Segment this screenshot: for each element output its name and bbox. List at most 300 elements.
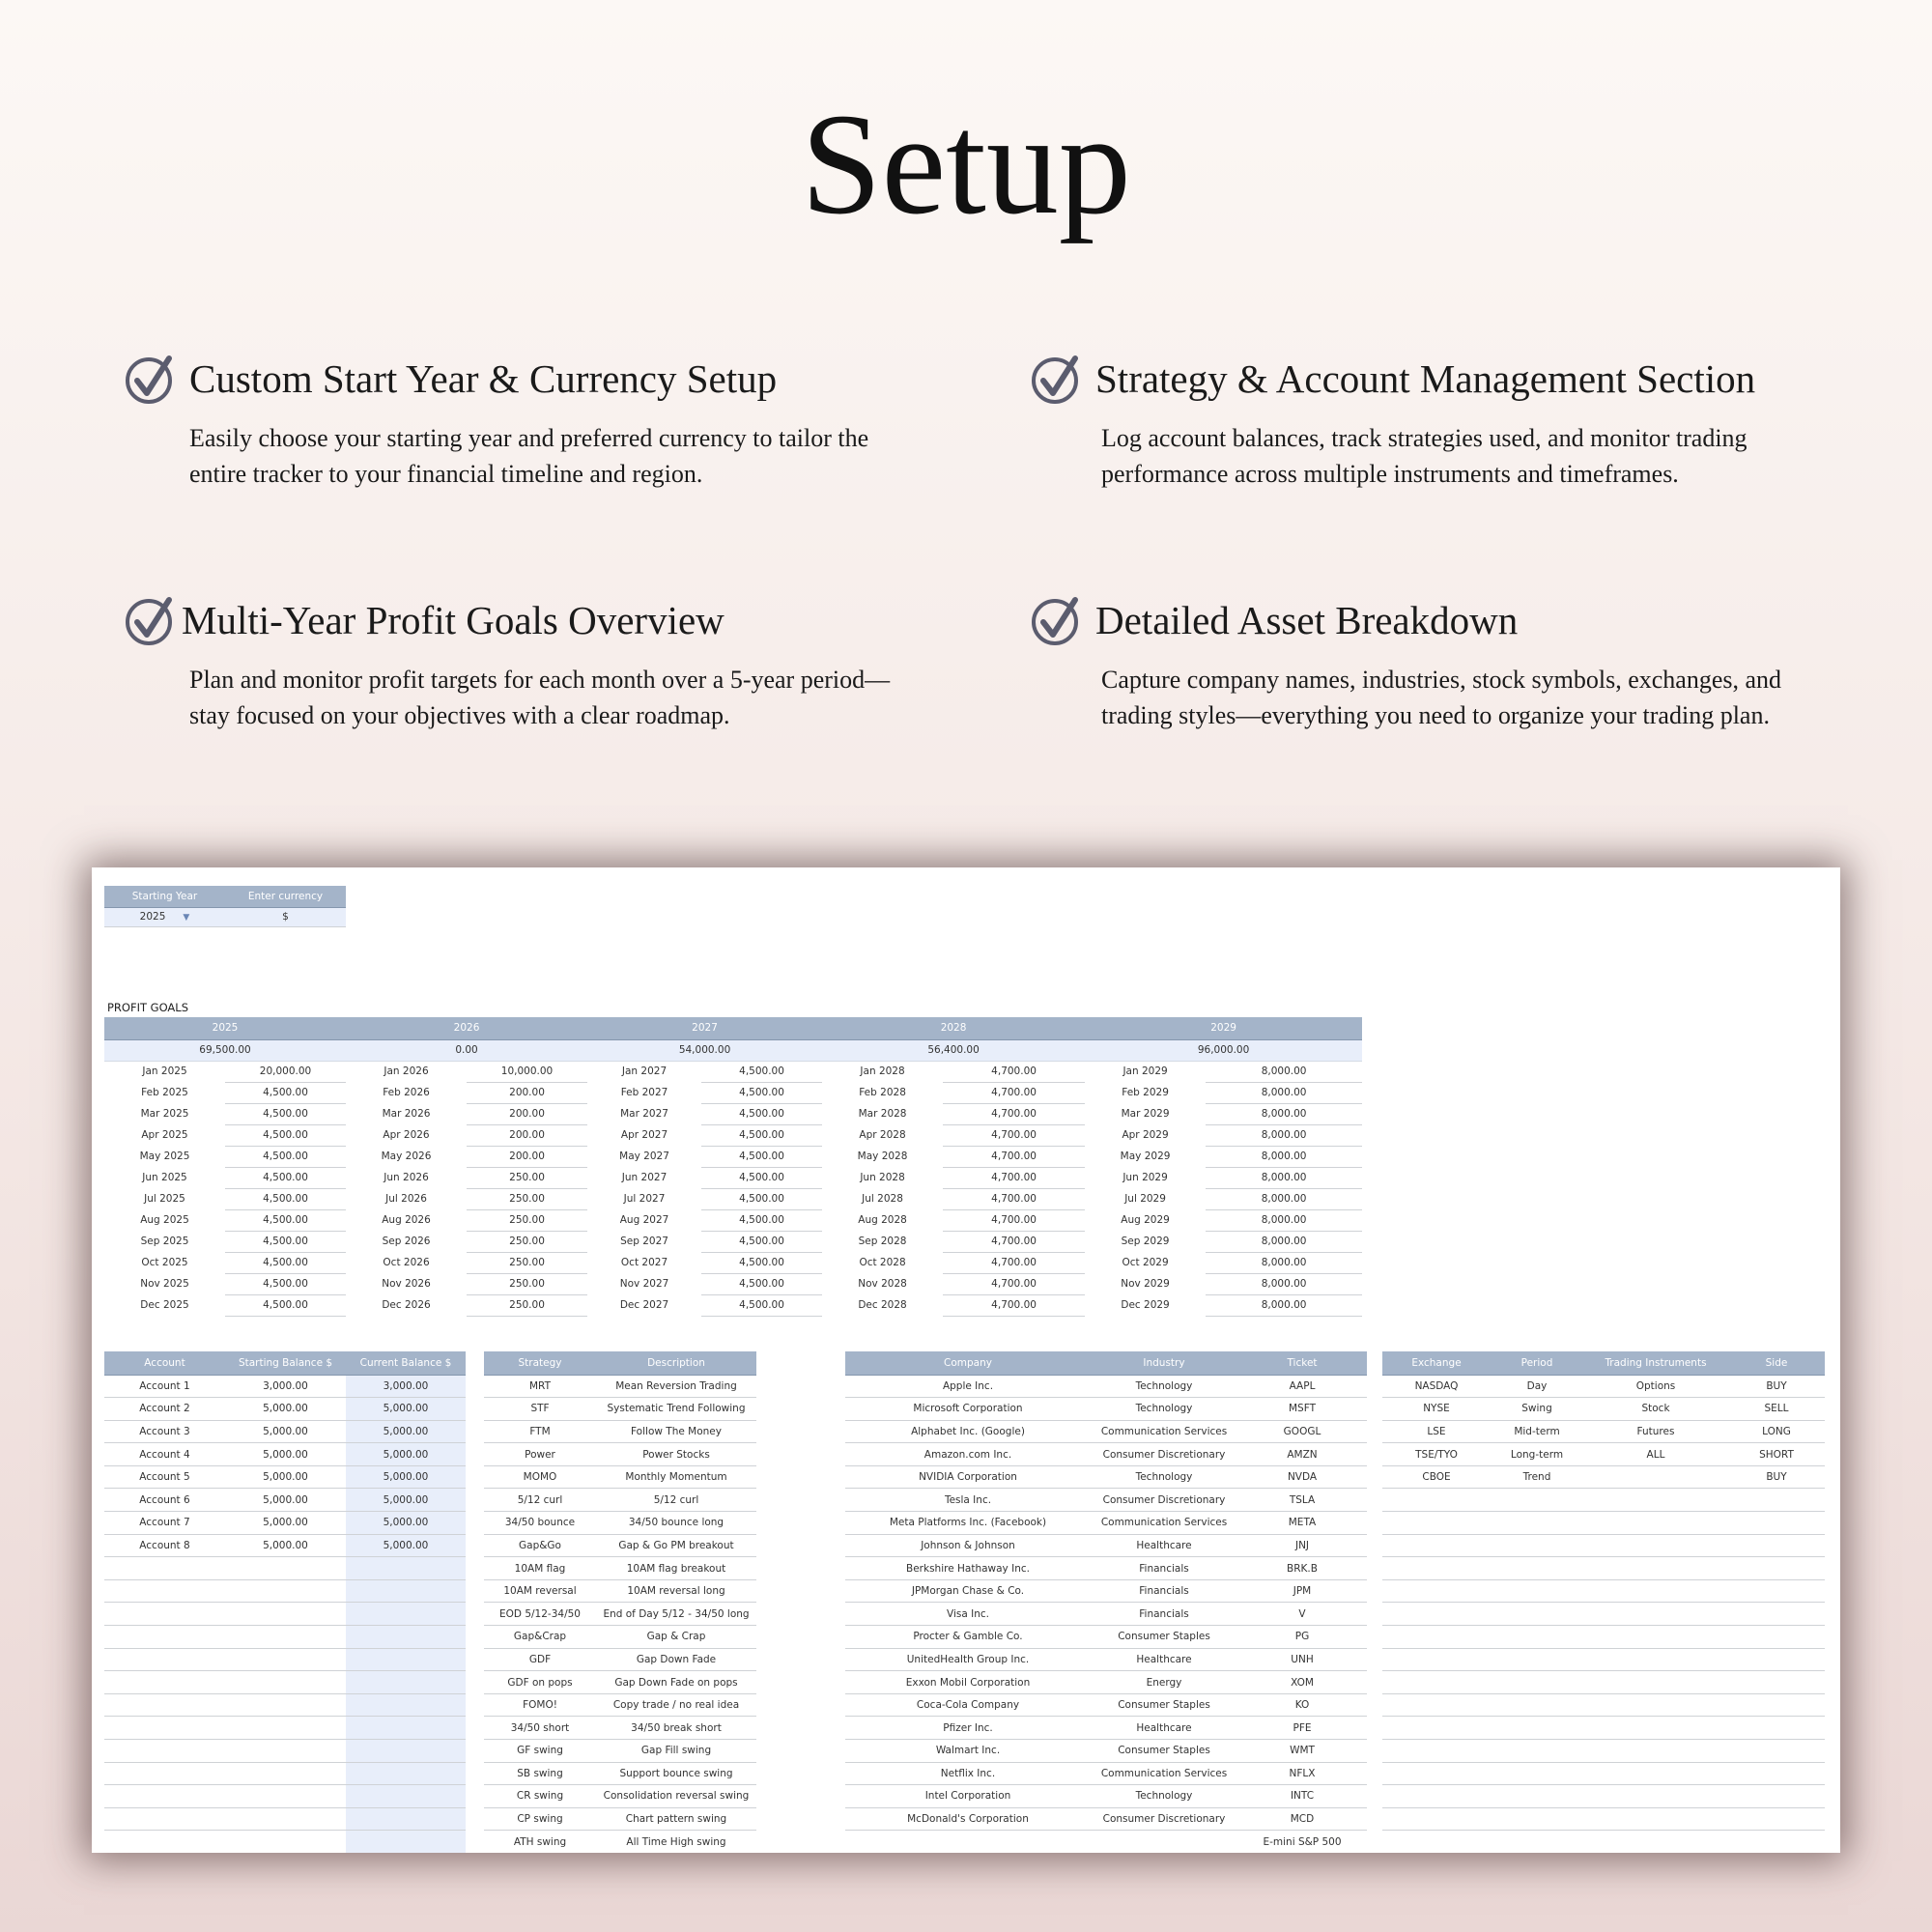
table-cell[interactable]: Gap & Crap (596, 1626, 756, 1649)
table-cell[interactable]: LONG (1728, 1420, 1825, 1443)
currency-input[interactable]: $ (225, 907, 346, 926)
table-cell[interactable]: 5,000.00 (225, 1465, 346, 1489)
month-goal-cell[interactable]: 4,500.00 (225, 1294, 346, 1316)
table-cell[interactable]: 34/50 bounce long (596, 1512, 756, 1535)
month-goal-cell[interactable]: 4,500.00 (701, 1188, 822, 1209)
table-cell[interactable]: 5,000.00 (346, 1489, 466, 1512)
table-cell[interactable] (104, 1626, 225, 1649)
table-cell[interactable]: Intel Corporation (845, 1785, 1091, 1808)
month-goal-cell[interactable]: 4,500.00 (225, 1209, 346, 1231)
month-goal-cell[interactable]: 4,500.00 (225, 1273, 346, 1294)
table-cell[interactable]: Healthcare (1091, 1717, 1237, 1740)
month-goal-cell[interactable]: 250.00 (467, 1294, 587, 1316)
table-cell[interactable]: Follow The Money (596, 1420, 756, 1443)
month-goal-cell[interactable]: 4,500.00 (701, 1082, 822, 1103)
month-goal-cell[interactable]: 4,700.00 (943, 1167, 1085, 1188)
table-cell[interactable]: E-mini S&P 500 (1237, 1831, 1367, 1853)
table-cell[interactable]: 10AM flag breakout (596, 1557, 756, 1580)
table-cell[interactable]: Consumer Discretionary (1091, 1489, 1237, 1512)
table-cell[interactable]: WMT (1237, 1740, 1367, 1763)
month-goal-cell[interactable]: 8,000.00 (1206, 1167, 1362, 1188)
table-cell[interactable] (1728, 1831, 1825, 1853)
month-goal-cell[interactable]: 4,700.00 (943, 1146, 1085, 1167)
table-cell[interactable]: ATH swing (484, 1831, 596, 1853)
table-cell[interactable] (1583, 1762, 1728, 1785)
month-goal-cell[interactable]: 4,500.00 (225, 1188, 346, 1209)
month-goal-cell[interactable]: 4,700.00 (943, 1061, 1085, 1082)
table-cell[interactable] (1728, 1626, 1825, 1649)
month-goal-cell[interactable]: 200.00 (467, 1082, 587, 1103)
month-goal-cell[interactable]: 4,700.00 (943, 1188, 1085, 1209)
table-cell[interactable]: UnitedHealth Group Inc. (845, 1648, 1091, 1671)
table-cell[interactable] (1491, 1671, 1583, 1694)
table-cell[interactable]: 10AM reversal (484, 1579, 596, 1603)
table-cell[interactable] (346, 1762, 466, 1785)
table-cell[interactable]: Account 1 (104, 1375, 225, 1398)
table-cell[interactable]: GDF (484, 1648, 596, 1671)
starting-year-select[interactable] (104, 907, 225, 926)
table-cell[interactable] (225, 1807, 346, 1831)
table-cell[interactable]: 5,000.00 (346, 1443, 466, 1466)
table-cell[interactable] (1491, 1626, 1583, 1649)
table-cell[interactable]: 5,000.00 (225, 1420, 346, 1443)
table-cell[interactable]: SB swing (484, 1762, 596, 1785)
table-cell[interactable]: Communication Services (1091, 1420, 1237, 1443)
table-cell[interactable] (1728, 1740, 1825, 1763)
table-cell[interactable]: Apple Inc. (845, 1375, 1091, 1398)
table-cell[interactable]: AAPL (1237, 1375, 1367, 1398)
table-cell[interactable]: Gap&Go (484, 1534, 596, 1557)
table-cell[interactable]: 10AM reversal long (596, 1579, 756, 1603)
table-cell[interactable]: Pfizer Inc. (845, 1717, 1091, 1740)
month-goal-cell[interactable]: 4,500.00 (701, 1103, 822, 1124)
table-cell[interactable] (1382, 1512, 1491, 1535)
table-cell[interactable] (1583, 1785, 1728, 1808)
table-cell[interactable] (225, 1648, 346, 1671)
month-goal-cell[interactable]: 4,500.00 (701, 1061, 822, 1082)
table-cell[interactable]: 5,000.00 (346, 1398, 466, 1421)
table-cell[interactable] (104, 1603, 225, 1626)
table-cell[interactable]: Gap Down Fade on pops (596, 1671, 756, 1694)
table-cell[interactable]: CP swing (484, 1807, 596, 1831)
table-cell[interactable]: SELL (1728, 1398, 1825, 1421)
table-cell[interactable]: Communication Services (1091, 1512, 1237, 1535)
month-goal-cell[interactable]: 20,000.00 (225, 1061, 346, 1082)
table-cell[interactable]: INTC (1237, 1785, 1367, 1808)
table-cell[interactable] (346, 1557, 466, 1580)
table-cell[interactable] (1583, 1626, 1728, 1649)
table-cell[interactable] (1491, 1762, 1583, 1785)
month-goal-cell[interactable]: 4,500.00 (701, 1167, 822, 1188)
table-cell[interactable]: Account 3 (104, 1420, 225, 1443)
table-cell[interactable] (1583, 1671, 1728, 1694)
table-cell[interactable]: 5,000.00 (346, 1534, 466, 1557)
table-cell[interactable]: Consumer Discretionary (1091, 1443, 1237, 1466)
table-cell[interactable] (1382, 1762, 1491, 1785)
table-cell[interactable]: End of Day 5/12 - 34/50 long (596, 1603, 756, 1626)
table-cell[interactable]: CBOE (1382, 1465, 1491, 1489)
table-cell[interactable] (346, 1648, 466, 1671)
table-cell[interactable]: ALL (1583, 1443, 1728, 1466)
table-cell[interactable]: NASDAQ (1382, 1375, 1491, 1398)
month-goal-cell[interactable]: 4,500.00 (225, 1231, 346, 1252)
table-cell[interactable] (1583, 1693, 1728, 1717)
table-cell[interactable]: Technology (1091, 1465, 1237, 1489)
table-cell[interactable]: BUY (1728, 1375, 1825, 1398)
table-cell[interactable] (1583, 1512, 1728, 1535)
table-cell[interactable]: 5,000.00 (225, 1512, 346, 1535)
table-cell[interactable]: Berkshire Hathaway Inc. (845, 1557, 1091, 1580)
table-cell[interactable]: 34/50 bounce (484, 1512, 596, 1535)
table-cell[interactable]: 5,000.00 (225, 1443, 346, 1466)
table-cell[interactable]: Coca-Cola Company (845, 1693, 1091, 1717)
table-cell[interactable]: Account 8 (104, 1534, 225, 1557)
table-cell[interactable]: NFLX (1237, 1762, 1367, 1785)
month-goal-cell[interactable]: 4,500.00 (701, 1294, 822, 1316)
table-cell[interactable]: 5,000.00 (225, 1398, 346, 1421)
table-cell[interactable]: Communication Services (1091, 1762, 1237, 1785)
table-cell[interactable] (1491, 1807, 1583, 1831)
month-goal-cell[interactable]: 4,500.00 (225, 1124, 346, 1146)
table-cell[interactable]: 5,000.00 (346, 1512, 466, 1535)
table-cell[interactable]: Gap&Crap (484, 1626, 596, 1649)
table-cell[interactable]: Tesla Inc. (845, 1489, 1091, 1512)
table-cell[interactable] (1491, 1693, 1583, 1717)
table-cell[interactable] (104, 1740, 225, 1763)
table-cell[interactable]: Technology (1091, 1785, 1237, 1808)
table-cell[interactable] (1382, 1671, 1491, 1694)
table-cell[interactable]: Swing (1491, 1398, 1583, 1421)
table-cell[interactable] (1583, 1579, 1728, 1603)
table-cell[interactable] (1583, 1807, 1728, 1831)
table-cell[interactable]: MRT (484, 1375, 596, 1398)
table-cell[interactable] (1728, 1534, 1825, 1557)
table-cell[interactable] (1728, 1693, 1825, 1717)
table-cell[interactable]: Alphabet Inc. (Google) (845, 1420, 1091, 1443)
table-cell[interactable] (1583, 1534, 1728, 1557)
month-goal-cell[interactable]: 4,700.00 (943, 1273, 1085, 1294)
table-cell[interactable] (1728, 1717, 1825, 1740)
table-cell[interactable] (1491, 1831, 1583, 1853)
month-goal-cell[interactable]: 4,500.00 (701, 1124, 822, 1146)
month-goal-cell[interactable]: 4,500.00 (225, 1167, 346, 1188)
table-cell[interactable]: Consumer Staples (1091, 1626, 1237, 1649)
month-goal-cell[interactable]: 250.00 (467, 1209, 587, 1231)
table-cell[interactable]: 5/12 curl (596, 1489, 756, 1512)
table-cell[interactable] (1583, 1465, 1728, 1489)
table-cell[interactable] (1382, 1717, 1491, 1740)
table-cell[interactable] (225, 1740, 346, 1763)
table-cell[interactable] (346, 1671, 466, 1694)
table-cell[interactable]: STF (484, 1398, 596, 1421)
table-cell[interactable] (1491, 1740, 1583, 1763)
table-cell[interactable]: JPM (1237, 1579, 1367, 1603)
month-goal-cell[interactable]: 8,000.00 (1206, 1103, 1362, 1124)
month-goal-cell[interactable]: 8,000.00 (1206, 1188, 1362, 1209)
month-goal-cell[interactable]: 4,500.00 (225, 1252, 346, 1273)
table-cell[interactable] (104, 1831, 225, 1853)
table-cell[interactable]: PFE (1237, 1717, 1367, 1740)
table-cell[interactable] (1382, 1807, 1491, 1831)
table-cell[interactable]: Technology (1091, 1398, 1237, 1421)
table-cell[interactable]: Technology (1091, 1375, 1237, 1398)
month-goal-cell[interactable]: 4,700.00 (943, 1124, 1085, 1146)
table-cell[interactable]: KO (1237, 1693, 1367, 1717)
table-cell[interactable] (104, 1717, 225, 1740)
table-cell[interactable]: UNH (1237, 1648, 1367, 1671)
table-cell[interactable]: CR swing (484, 1785, 596, 1808)
table-cell[interactable] (845, 1831, 1091, 1853)
table-cell[interactable] (1382, 1831, 1491, 1853)
table-cell[interactable]: Account 6 (104, 1489, 225, 1512)
table-cell[interactable]: TSE/TYO (1382, 1443, 1491, 1466)
table-cell[interactable]: EOD 5/12-34/50 (484, 1603, 596, 1626)
table-cell[interactable]: Chart pattern swing (596, 1807, 756, 1831)
table-cell[interactable]: 3,000.00 (225, 1375, 346, 1398)
table-cell[interactable] (1491, 1534, 1583, 1557)
month-goal-cell[interactable]: 8,000.00 (1206, 1273, 1362, 1294)
table-cell[interactable] (1491, 1648, 1583, 1671)
table-cell[interactable]: NVDA (1237, 1465, 1367, 1489)
table-cell[interactable]: Account 7 (104, 1512, 225, 1535)
month-goal-cell[interactable]: 8,000.00 (1206, 1209, 1362, 1231)
table-cell[interactable] (1491, 1579, 1583, 1603)
month-goal-cell[interactable]: 8,000.00 (1206, 1082, 1362, 1103)
table-cell[interactable] (1583, 1740, 1728, 1763)
table-cell[interactable]: 3,000.00 (346, 1375, 466, 1398)
table-cell[interactable]: V (1237, 1603, 1367, 1626)
table-cell[interactable] (346, 1579, 466, 1603)
month-goal-cell[interactable]: 8,000.00 (1206, 1252, 1362, 1273)
month-goal-cell[interactable]: 8,000.00 (1206, 1124, 1362, 1146)
dropdown-arrow-icon[interactable]: ▼ (183, 913, 190, 923)
table-cell[interactable]: META (1237, 1512, 1367, 1535)
month-goal-cell[interactable]: 4,500.00 (701, 1146, 822, 1167)
table-cell[interactable] (346, 1603, 466, 1626)
table-cell[interactable] (104, 1557, 225, 1580)
table-cell[interactable] (225, 1831, 346, 1853)
month-goal-cell[interactable]: 8,000.00 (1206, 1294, 1362, 1316)
table-cell[interactable]: Gap Down Fade (596, 1648, 756, 1671)
table-cell[interactable]: SHORT (1728, 1443, 1825, 1466)
table-cell[interactable] (1728, 1512, 1825, 1535)
table-cell[interactable]: GDF on pops (484, 1671, 596, 1694)
table-cell[interactable] (1728, 1648, 1825, 1671)
month-goal-cell[interactable]: 200.00 (467, 1146, 587, 1167)
table-cell[interactable] (1728, 1489, 1825, 1512)
table-cell[interactable]: Monthly Momentum (596, 1465, 756, 1489)
table-cell[interactable] (1382, 1579, 1491, 1603)
table-cell[interactable] (1728, 1785, 1825, 1808)
table-cell[interactable] (225, 1557, 346, 1580)
month-goal-cell[interactable]: 8,000.00 (1206, 1146, 1362, 1167)
table-cell[interactable]: Microsoft Corporation (845, 1398, 1091, 1421)
table-cell[interactable]: Consolidation reversal swing (596, 1785, 756, 1808)
table-cell[interactable]: Financials (1091, 1579, 1237, 1603)
table-cell[interactable]: Visa Inc. (845, 1603, 1091, 1626)
table-cell[interactable]: Support bounce swing (596, 1762, 756, 1785)
table-cell[interactable]: TSLA (1237, 1489, 1367, 1512)
table-cell[interactable] (1382, 1740, 1491, 1763)
table-cell[interactable]: Financials (1091, 1557, 1237, 1580)
table-cell[interactable] (225, 1717, 346, 1740)
table-cell[interactable] (1583, 1603, 1728, 1626)
month-goal-cell[interactable]: 4,700.00 (943, 1294, 1085, 1316)
table-cell[interactable]: Power Stocks (596, 1443, 756, 1466)
table-cell[interactable]: All Time High swing (596, 1831, 756, 1853)
table-cell[interactable]: FOMO! (484, 1693, 596, 1717)
month-goal-cell[interactable]: 4,500.00 (225, 1082, 346, 1103)
table-cell[interactable]: MCD (1237, 1807, 1367, 1831)
table-cell[interactable] (225, 1579, 346, 1603)
table-cell[interactable] (225, 1785, 346, 1808)
table-cell[interactable] (1491, 1512, 1583, 1535)
table-cell[interactable]: Gap & Go PM breakout (596, 1534, 756, 1557)
table-cell[interactable] (1583, 1489, 1728, 1512)
table-cell[interactable]: 5/12 curl (484, 1489, 596, 1512)
month-goal-cell[interactable]: 4,700.00 (943, 1231, 1085, 1252)
table-cell[interactable]: PG (1237, 1626, 1367, 1649)
table-cell[interactable] (1491, 1557, 1583, 1580)
table-cell[interactable] (1583, 1557, 1728, 1580)
month-goal-cell[interactable]: 4,500.00 (225, 1146, 346, 1167)
table-cell[interactable] (1382, 1534, 1491, 1557)
month-goal-cell[interactable]: 4,500.00 (225, 1103, 346, 1124)
table-cell[interactable] (104, 1785, 225, 1808)
table-cell[interactable]: Gap Fill swing (596, 1740, 756, 1763)
table-cell[interactable]: Account 4 (104, 1443, 225, 1466)
table-cell[interactable] (225, 1693, 346, 1717)
table-cell[interactable]: 5,000.00 (346, 1420, 466, 1443)
table-cell[interactable]: 10AM flag (484, 1557, 596, 1580)
table-cell[interactable] (346, 1693, 466, 1717)
table-cell[interactable] (1491, 1717, 1583, 1740)
table-cell[interactable] (1583, 1831, 1728, 1853)
table-cell[interactable]: Stock (1583, 1398, 1728, 1421)
table-cell[interactable] (1583, 1648, 1728, 1671)
table-cell[interactable]: Energy (1091, 1671, 1237, 1694)
table-cell[interactable] (104, 1671, 225, 1694)
table-cell[interactable]: Long-term (1491, 1443, 1583, 1466)
table-cell[interactable] (1728, 1557, 1825, 1580)
table-cell[interactable] (1583, 1717, 1728, 1740)
month-goal-cell[interactable]: 200.00 (467, 1103, 587, 1124)
table-cell[interactable] (1491, 1603, 1583, 1626)
table-cell[interactable]: MOMO (484, 1465, 596, 1489)
month-goal-cell[interactable]: 250.00 (467, 1188, 587, 1209)
table-cell[interactable] (346, 1626, 466, 1649)
table-cell[interactable] (1382, 1648, 1491, 1671)
table-cell[interactable]: Meta Platforms Inc. (Facebook) (845, 1512, 1091, 1535)
table-cell[interactable] (1728, 1807, 1825, 1831)
month-goal-cell[interactable]: 4,500.00 (701, 1273, 822, 1294)
table-cell[interactable]: Netflix Inc. (845, 1762, 1091, 1785)
table-cell[interactable] (346, 1785, 466, 1808)
table-cell[interactable]: Options (1583, 1375, 1728, 1398)
table-cell[interactable]: Copy trade / no real idea (596, 1693, 756, 1717)
month-goal-cell[interactable]: 4,700.00 (943, 1082, 1085, 1103)
table-cell[interactable]: Trend (1491, 1465, 1583, 1489)
table-cell[interactable] (225, 1762, 346, 1785)
table-cell[interactable] (1382, 1785, 1491, 1808)
table-cell[interactable]: JNJ (1237, 1534, 1367, 1557)
table-cell[interactable]: Procter & Gamble Co. (845, 1626, 1091, 1649)
table-cell[interactable] (104, 1693, 225, 1717)
month-goal-cell[interactable]: 8,000.00 (1206, 1231, 1362, 1252)
table-cell[interactable]: Power (484, 1443, 596, 1466)
table-cell[interactable]: 5,000.00 (225, 1489, 346, 1512)
month-goal-cell[interactable]: 250.00 (467, 1273, 587, 1294)
table-cell[interactable] (1091, 1831, 1237, 1853)
table-cell[interactable]: Consumer Staples (1091, 1740, 1237, 1763)
month-goal-cell[interactable]: 4,700.00 (943, 1209, 1085, 1231)
table-cell[interactable] (104, 1579, 225, 1603)
table-cell[interactable] (1382, 1693, 1491, 1717)
table-cell[interactable] (346, 1717, 466, 1740)
table-cell[interactable]: GF swing (484, 1740, 596, 1763)
table-cell[interactable]: LSE (1382, 1420, 1491, 1443)
table-cell[interactable] (346, 1807, 466, 1831)
table-cell[interactable]: BRK.B (1237, 1557, 1367, 1580)
table-cell[interactable] (225, 1603, 346, 1626)
table-cell[interactable] (346, 1740, 466, 1763)
table-cell[interactable]: Consumer Discretionary (1091, 1807, 1237, 1831)
table-cell[interactable]: FTM (484, 1420, 596, 1443)
table-cell[interactable] (104, 1807, 225, 1831)
table-cell[interactable] (1382, 1603, 1491, 1626)
table-cell[interactable]: Exxon Mobil Corporation (845, 1671, 1091, 1694)
month-goal-cell[interactable]: 250.00 (467, 1252, 587, 1273)
table-cell[interactable]: Consumer Staples (1091, 1693, 1237, 1717)
month-goal-cell[interactable]: 4,500.00 (701, 1209, 822, 1231)
month-goal-cell[interactable]: 250.00 (467, 1167, 587, 1188)
table-cell[interactable] (1491, 1785, 1583, 1808)
table-cell[interactable] (1382, 1557, 1491, 1580)
table-cell[interactable]: Amazon.com Inc. (845, 1443, 1091, 1466)
month-goal-cell[interactable]: 8,000.00 (1206, 1061, 1362, 1082)
table-cell[interactable]: Healthcare (1091, 1534, 1237, 1557)
month-goal-cell[interactable]: 4,500.00 (701, 1252, 822, 1273)
table-cell[interactable] (1491, 1489, 1583, 1512)
table-cell[interactable]: Healthcare (1091, 1648, 1237, 1671)
table-cell[interactable]: BUY (1728, 1465, 1825, 1489)
table-cell[interactable] (104, 1648, 225, 1671)
table-cell[interactable]: 34/50 break short (596, 1717, 756, 1740)
month-goal-cell[interactable]: 250.00 (467, 1231, 587, 1252)
table-cell[interactable]: 34/50 short (484, 1717, 596, 1740)
table-cell[interactable]: Financials (1091, 1603, 1237, 1626)
table-cell[interactable] (1382, 1626, 1491, 1649)
table-cell[interactable] (1728, 1762, 1825, 1785)
table-cell[interactable] (104, 1762, 225, 1785)
table-cell[interactable]: Mean Reversion Trading (596, 1375, 756, 1398)
table-cell[interactable]: Mid-term (1491, 1420, 1583, 1443)
table-cell[interactable]: Account 2 (104, 1398, 225, 1421)
table-cell[interactable]: 5,000.00 (225, 1534, 346, 1557)
table-cell[interactable] (1728, 1603, 1825, 1626)
table-cell[interactable] (1382, 1489, 1491, 1512)
table-cell[interactable] (346, 1831, 466, 1853)
table-cell[interactable]: NVIDIA Corporation (845, 1465, 1091, 1489)
table-cell[interactable] (225, 1671, 346, 1694)
month-goal-cell[interactable]: 200.00 (467, 1124, 587, 1146)
table-cell[interactable]: Systematic Trend Following (596, 1398, 756, 1421)
table-cell[interactable]: XOM (1237, 1671, 1367, 1694)
month-goal-cell[interactable]: 10,000.00 (467, 1061, 587, 1082)
table-cell[interactable]: Johnson & Johnson (845, 1534, 1091, 1557)
table-cell[interactable]: JPMorgan Chase & Co. (845, 1579, 1091, 1603)
table-cell[interactable]: AMZN (1237, 1443, 1367, 1466)
